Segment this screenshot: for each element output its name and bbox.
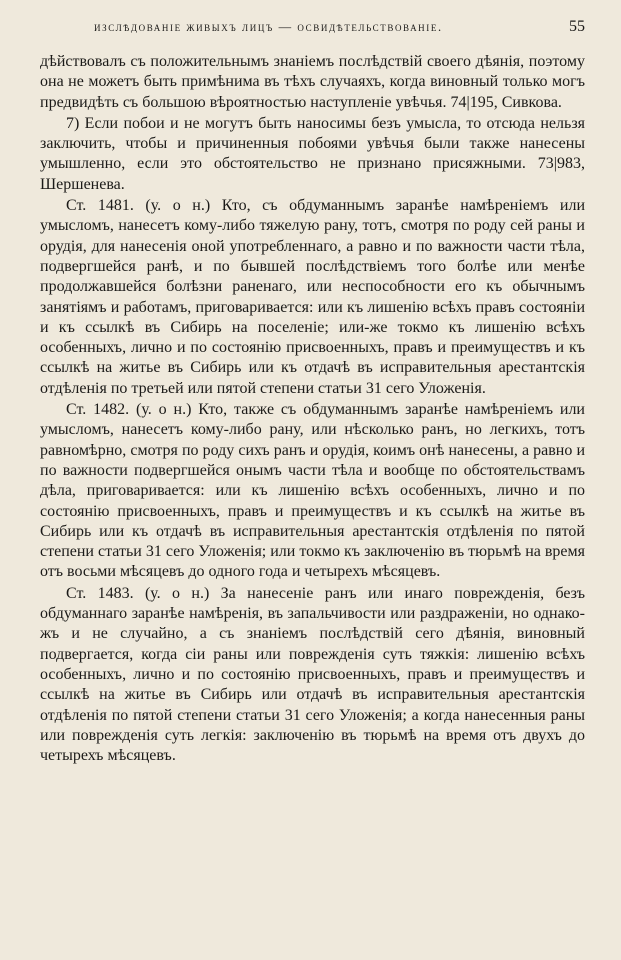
paragraph-article-1481: Ст. 1481. (у. о н.) Кто, съ обдуманнымъ заранѣе намѣреніемъ или умысломъ, нанесетъ кому-либо тяжелую рану, тотъ, смотря по роду сей раны и орудія, для нанесенія оной употребленнаго, а равно и по важности части тѣла, подвергшейся ранѣ, и по бывшей послѣдствіемъ того болѣе или менѣе продолжавшейся болѣзни раненаго, или неспособности его къ обычнымъ занятіямъ и работамъ, приговаривается: или къ лишенію всѣхъ правъ состояніи и къ ссылкѣ въ Сибирь на поселеніе; или-же токмо къ лишенію всѣхъ особенныхъ, лично и по состоянію присвоенныхъ, правъ и преимуществъ и къ ссылкѣ на житье въ Сибирь или къ отдачѣ въ исправительныя арестантскія отдѣленія по третьей или пятой степени статьи 31 сего Уложенія. — [40, 197, 585, 397]
page-number: 55 — [569, 18, 585, 35]
running-title: изслѣдованіе живыхъ лицъ — освидѣтельствованіе. — [94, 20, 443, 34]
running-head — [40, 20, 585, 40]
body-text — [40, 52, 585, 766]
paragraph-article-1482: Ст. 1482. (у. о н.) Кто, также съ обдуманнымъ заранѣе намѣреніемъ или умысломъ, нанесетъ кому-либо рану, или нѣсколько ранъ, но легкихъ, тотъ равномѣрно, смотря по роду сихъ ранъ и орудія, коимъ онѣ нанесены, а равно и по важности подвергшейся онымъ части тѣла и вообще по обстоятельствамъ дѣла, приговаривается: или къ лишенію всѣхъ особенныхъ, лично и по состоянію присвоенныхъ, правъ и преимуществъ и къ ссылкѣ на житье въ Сибирь или къ отдачѣ въ исправительныя арестантскія отдѣленія по пятой степени статьи 31 сего Уложенія; или токмо къ заключенію въ тюрьмѣ на время отъ восьми мѣсяцевъ до одного года и четырехъ мѣсяцевъ. — [40, 401, 585, 581]
paragraph-continuation: дѣйствовалъ съ положительнымъ знаніемъ послѣдствій своего дѣянія, поэтому она не можетъ быть примѣнима въ тѣхъ случаяхъ, когда виновный только могъ предвидѣть съ большою вѣроятностью наступленіе увѣчья. 74|195, Сивкова. — [40, 53, 585, 111]
paragraph-note-7: 7) Если побои и не могутъ быть наносимы безъ умысла, то отсюда нельзя заключить, чтобы и причиненныя побоями увѣчья были также нанесены умышленно, если это обстоятельство не признано присяжными. 73|983, Шершенева. — [40, 114, 585, 193]
paragraph-article-1483: Ст. 1483. (у. о н.) За нанесеніе ранъ или инаго поврежденія, безъ обдуманнаго заранѣе намѣренія, въ запальчивости или раздраженіи, но однако-жъ и не случайно, а съ знаніемъ послѣдствій сего дѣянія, виновный подвергается, когда сіи раны или поврежденія суть тяжкія: лишенію всѣхъ особенныхъ, лично и по состоянію присвоенныхъ, правъ и преимуществъ и ссылкѣ на житье въ Сибирь или отдачѣ въ исправительныя арестантскія отдѣленія по пятой степени статьи 31 сего Уложенія; а когда нанесенныя раны или поврежденія суть легкія: заключенію въ тюрьмѣ на время отъ двухъ до четырехъ мѣсяцевъ. — [40, 584, 585, 765]
